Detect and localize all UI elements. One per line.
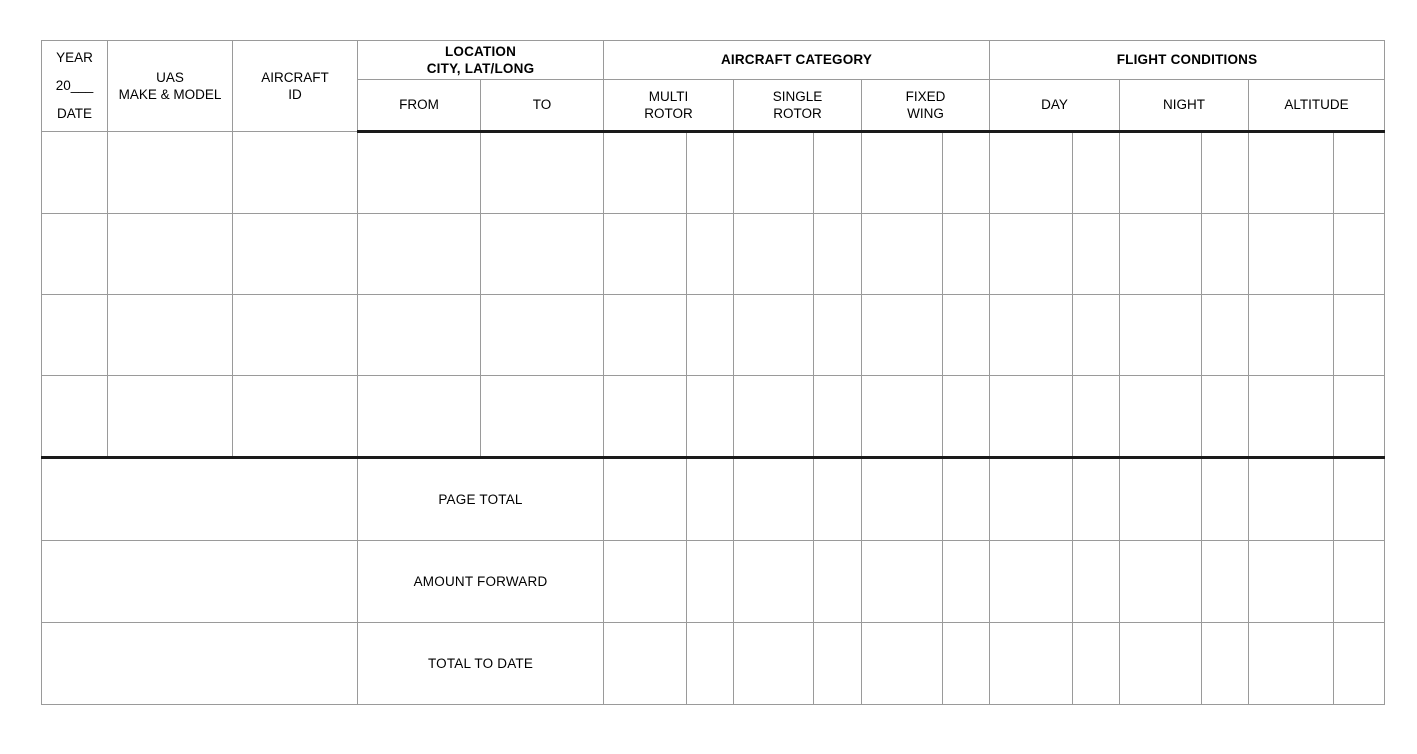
header-group-location [358, 41, 604, 80]
header-aircraft-id [233, 41, 358, 132]
cell-fixed-wing-minutes[interactable] [943, 214, 990, 295]
header-group-row [42, 41, 1385, 80]
summary-cell-night[interactable] [1120, 458, 1202, 541]
summary-cell-altitude[interactable] [1249, 541, 1334, 623]
summary-cell-fixed-wing-minutes[interactable] [943, 623, 990, 705]
cell-single-rotor-minutes[interactable] [814, 295, 862, 376]
cell-altitude[interactable] [1249, 132, 1334, 214]
cell-multi-rotor-minutes[interactable] [687, 132, 734, 214]
cell-multi-rotor[interactable] [604, 132, 687, 214]
cell-to[interactable] [481, 376, 604, 458]
cell-make-model[interactable] [108, 214, 233, 295]
summary-label-total-to-date: TOTAL TO DATE [358, 623, 604, 705]
cell-altitude[interactable] [1249, 214, 1334, 295]
cell-single-rotor[interactable] [734, 376, 814, 458]
summary-cell-single-rotor-minutes[interactable] [814, 623, 862, 705]
cell-altitude-minutes[interactable] [1334, 376, 1385, 458]
summary-cell-fixed-wing-minutes[interactable] [943, 458, 990, 541]
summary-cell-multi-rotor-minutes[interactable] [687, 458, 734, 541]
header-date-cell [42, 41, 108, 132]
summary-cell-altitude-minutes[interactable] [1334, 541, 1385, 623]
cell-day[interactable] [990, 295, 1073, 376]
cell-aircraft-id[interactable] [233, 376, 358, 458]
cell-to[interactable] [481, 295, 604, 376]
cell-to[interactable] [481, 214, 604, 295]
cell-fixed-wing[interactable] [862, 295, 943, 376]
header-year-label: YEAR [56, 50, 93, 65]
cell-night[interactable] [1120, 295, 1202, 376]
cell-altitude[interactable] [1249, 376, 1334, 458]
summary-cell-single-rotor[interactable] [734, 458, 814, 541]
header-group-aircraft-category [604, 41, 990, 80]
summary-row-page-total [42, 458, 1385, 541]
cell-day-minutes[interactable] [1073, 376, 1120, 458]
cell-night-minutes[interactable] [1202, 295, 1249, 376]
cell-single-rotor[interactable] [734, 214, 814, 295]
header-col-single-rotor-line1: SINGLE [772, 88, 823, 104]
header-date-label: DATE [56, 105, 92, 121]
cell-day-minutes[interactable] [1073, 214, 1120, 295]
header-group-location-line1: LOCATION [444, 43, 517, 59]
table-row [42, 214, 1385, 295]
summary-cell-altitude[interactable] [1249, 623, 1334, 705]
summary-blank-area [42, 541, 358, 623]
cell-altitude-minutes[interactable] [1334, 132, 1385, 214]
summary-cell-night[interactable] [1120, 541, 1202, 623]
header-col-multi-rotor-line1: MULTI [648, 88, 689, 104]
cell-make-model[interactable] [108, 132, 233, 214]
header-col-fixed-wing [862, 80, 990, 132]
summary-row-amount-forward [42, 541, 1385, 623]
cell-night[interactable] [1120, 214, 1202, 295]
header-col-night: NIGHT [1120, 80, 1249, 132]
cell-date[interactable] [42, 132, 108, 214]
header-group-flight-conditions [990, 41, 1385, 80]
summary-cell-multi-rotor-minutes[interactable] [687, 623, 734, 705]
summary-cell-multi-rotor[interactable] [604, 623, 687, 705]
summary-cell-day-minutes[interactable] [1073, 458, 1120, 541]
cell-make-model[interactable] [108, 295, 233, 376]
summary-cell-altitude-minutes[interactable] [1334, 623, 1385, 705]
summary-cell-day[interactable] [990, 541, 1073, 623]
cell-multi-rotor[interactable] [604, 376, 687, 458]
summary-cell-day[interactable] [990, 458, 1073, 541]
summary-cell-single-rotor-minutes[interactable] [814, 458, 862, 541]
cell-multi-rotor[interactable] [604, 214, 687, 295]
cell-altitude-minutes[interactable] [1334, 214, 1385, 295]
summary-blank-area [42, 458, 358, 541]
flight-log-table [41, 40, 1385, 705]
uas-flight-log-sheet [41, 40, 1377, 705]
cell-multi-rotor-minutes[interactable] [687, 376, 734, 458]
summary-row-total-to-date [42, 623, 1385, 705]
cell-date[interactable] [42, 214, 108, 295]
cell-altitude-minutes[interactable] [1334, 295, 1385, 376]
cell-fixed-wing-minutes[interactable] [943, 132, 990, 214]
cell-make-model[interactable] [108, 376, 233, 458]
cell-day-minutes[interactable] [1073, 132, 1120, 214]
header-uas-make-model [108, 41, 233, 132]
summary-cell-multi-rotor[interactable] [604, 541, 687, 623]
summary-cell-fixed-wing[interactable] [862, 623, 943, 705]
cell-single-rotor-minutes[interactable] [814, 214, 862, 295]
summary-cell-day[interactable] [990, 623, 1073, 705]
header-group-aircraft-category-label: AIRCRAFT CATEGORY [720, 52, 873, 68]
cell-to[interactable] [481, 132, 604, 214]
cell-fixed-wing[interactable] [862, 132, 943, 214]
summary-cell-single-rotor-minutes[interactable] [814, 541, 862, 623]
cell-fixed-wing-minutes[interactable] [943, 376, 990, 458]
cell-aircraft-id[interactable] [233, 214, 358, 295]
header-uas-line1: UAS [156, 69, 184, 85]
summary-cell-night-minutes[interactable] [1202, 541, 1249, 623]
summary-cell-single-rotor[interactable] [734, 623, 814, 705]
cell-night-minutes[interactable] [1202, 376, 1249, 458]
header-col-fixed-wing-line2: WING [907, 106, 944, 121]
cell-date[interactable] [42, 376, 108, 458]
summary-cell-altitude-minutes[interactable] [1334, 458, 1385, 541]
cell-multi-rotor-minutes[interactable] [687, 295, 734, 376]
cell-from[interactable] [358, 132, 481, 214]
header-col-from: FROM [358, 80, 481, 132]
cell-single-rotor-minutes[interactable] [814, 376, 862, 458]
cell-night-minutes[interactable] [1202, 214, 1249, 295]
cell-fixed-wing[interactable] [862, 376, 943, 458]
cell-aircraft-id[interactable] [233, 132, 358, 214]
header-year-blank: 20___ [55, 77, 94, 93]
header-col-to: TO [481, 80, 604, 132]
summary-cell-day-minutes[interactable] [1073, 541, 1120, 623]
cell-single-rotor-minutes[interactable] [814, 132, 862, 214]
header-uas-line2: MAKE & MODEL [118, 87, 222, 102]
header-col-single-rotor-line2: ROTOR [773, 106, 822, 121]
summary-cell-multi-rotor[interactable] [604, 458, 687, 541]
cell-day[interactable] [990, 132, 1073, 214]
header-aircraft-id-line1: AIRCRAFT [261, 69, 329, 85]
cell-aircraft-id[interactable] [233, 295, 358, 376]
summary-cell-fixed-wing[interactable] [862, 458, 943, 541]
cell-multi-rotor[interactable] [604, 295, 687, 376]
header-col-fixed-wing-line1: FIXED [905, 88, 946, 104]
cell-from[interactable] [358, 214, 481, 295]
header-col-day: DAY [990, 80, 1120, 132]
header-col-multi-rotor [604, 80, 734, 132]
summary-blank-area [42, 623, 358, 705]
summary-cell-altitude[interactable] [1249, 458, 1334, 541]
table-row [42, 132, 1385, 214]
header-group-flight-conditions-label: FLIGHT CONDITIONS [1116, 52, 1258, 68]
cell-fixed-wing-minutes[interactable] [943, 295, 990, 376]
cell-day[interactable] [990, 376, 1073, 458]
summary-label-amount-forward: AMOUNT FORWARD [358, 541, 604, 623]
summary-cell-night[interactable] [1120, 623, 1202, 705]
table-row [42, 376, 1385, 458]
cell-night[interactable] [1120, 132, 1202, 214]
cell-day[interactable] [990, 214, 1073, 295]
summary-cell-single-rotor[interactable] [734, 541, 814, 623]
header-aircraft-id-line2: ID [288, 87, 302, 102]
cell-single-rotor[interactable] [734, 295, 814, 376]
summary-cell-multi-rotor-minutes[interactable] [687, 541, 734, 623]
cell-single-rotor[interactable] [734, 132, 814, 214]
summary-cell-night-minutes[interactable] [1202, 458, 1249, 541]
cell-fixed-wing[interactable] [862, 214, 943, 295]
table-row [42, 295, 1385, 376]
summary-cell-fixed-wing[interactable] [862, 541, 943, 623]
header-group-location-line2: CITY, LAT/LONG [426, 61, 535, 76]
header-col-altitude: ALTITUDE [1249, 80, 1385, 132]
header-col-single-rotor [734, 80, 862, 132]
cell-altitude[interactable] [1249, 295, 1334, 376]
summary-label-page-total: PAGE TOTAL [358, 458, 604, 541]
summary-cell-fixed-wing-minutes[interactable] [943, 541, 990, 623]
header-col-multi-rotor-line2: ROTOR [644, 106, 693, 121]
cell-from[interactable] [358, 376, 481, 458]
cell-date[interactable] [42, 295, 108, 376]
cell-day-minutes[interactable] [1073, 295, 1120, 376]
cell-multi-rotor-minutes[interactable] [687, 214, 734, 295]
cell-night-minutes[interactable] [1202, 132, 1249, 214]
cell-from[interactable] [358, 295, 481, 376]
summary-cell-day-minutes[interactable] [1073, 623, 1120, 705]
cell-night[interactable] [1120, 376, 1202, 458]
summary-cell-night-minutes[interactable] [1202, 623, 1249, 705]
